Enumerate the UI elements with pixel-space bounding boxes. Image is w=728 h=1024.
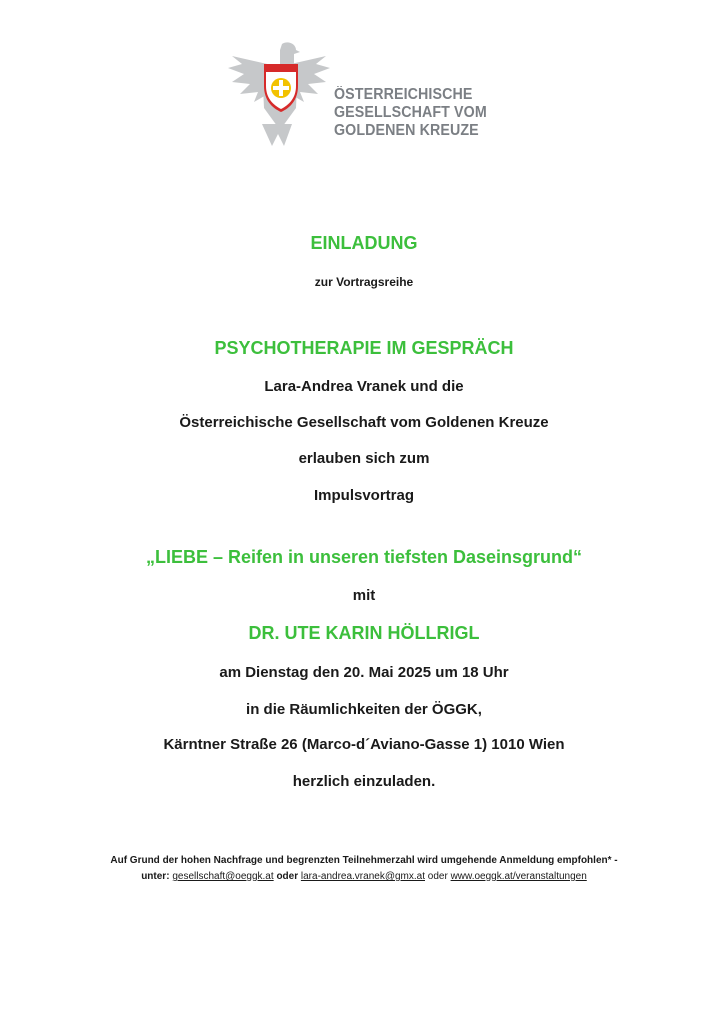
eagle-emblem-icon xyxy=(224,38,334,150)
organization-logo xyxy=(224,38,514,150)
venue-line: in die Räumlichkeiten der ÖGGK, xyxy=(246,701,482,718)
logo-line-1: ÖSTERREICHISCHE xyxy=(334,86,473,103)
footer-prefix: unter: xyxy=(141,871,170,882)
talk-title: „LIEBE – Reifen in unseren tiefsten Daseinsgrund“ xyxy=(145,547,583,567)
logo-line-2: GESELLSCHAFT VOM xyxy=(334,104,487,121)
email-link-vranek[interactable]: lara-andrea.vranek@gmx.at xyxy=(300,871,425,882)
logo-wordmark xyxy=(334,86,514,140)
closing-line: herzlich einzuladen. xyxy=(292,773,436,790)
host-line-2: Österreichische Gesellschaft vom Goldenen Kreuze xyxy=(179,414,549,431)
host-line-1: Lara-Andrea Vranek und die xyxy=(264,378,464,395)
footer-line-1: Auf Grund der hohen Nachfrage und begrenzten Teilnehmerzahl wird umgehende Anmeldung empfohlen* - xyxy=(110,855,618,866)
event-type: Impulsvortrag xyxy=(313,487,415,504)
email-link-gesellschaft[interactable]: gesellschaft@oeggk.at xyxy=(172,871,274,882)
footer-contacts xyxy=(0,871,728,882)
host-line-3: erlauben sich zum xyxy=(298,450,430,467)
invitation-subheading: zur Vortragsreihe xyxy=(314,275,414,289)
series-title: PSYCHOTHERAPIE IM GESPRÄCH xyxy=(214,338,514,358)
date-line: am Dienstag den 20. Mai 2025 um 18 Uhr xyxy=(219,664,509,681)
invitation-heading: EINLADUNG xyxy=(310,233,418,253)
footer-note xyxy=(0,855,728,866)
footer-or-2: oder xyxy=(427,871,448,882)
with-label: mit xyxy=(352,587,376,604)
events-url-link[interactable]: www.oeggk.at/veranstaltungen xyxy=(450,871,587,882)
address-line: Kärntner Straße 26 (Marco-d´Aviano-Gasse 1) 1010 Wien xyxy=(163,736,565,753)
footer-or-1: oder xyxy=(276,871,299,882)
logo-line-3: GOLDENEN KREUZE xyxy=(334,122,479,139)
speaker-name: DR. UTE KARIN HÖLLRIGL xyxy=(248,623,480,643)
